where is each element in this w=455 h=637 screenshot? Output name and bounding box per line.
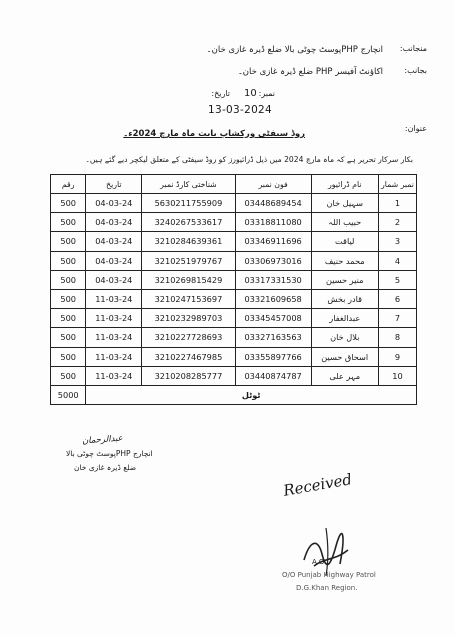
cell-name: عبدالغفار [311, 309, 378, 328]
total-amount: 5000 [51, 385, 86, 404]
cell-sr: 1 [378, 194, 416, 213]
cell-amount: 500 [51, 328, 86, 347]
table-row [51, 270, 417, 289]
cell-sr: 10 [378, 366, 416, 385]
header-sr: نمبر شمار [378, 175, 416, 194]
body-text: بکار سرکار تحریر ہے کہ ماہ مارچ 2024 میں ذیل ڈرائیورز کو روڈ سیفٹی کے متعلق لیکچر دیے گئے ہیں۔ [85, 155, 413, 164]
cell-phone: 03321609658 [235, 289, 311, 308]
table-row [51, 347, 417, 366]
cell-name: بلال خان [311, 328, 378, 347]
table-header-row [51, 175, 417, 194]
date-label: تاریخ: [211, 89, 230, 98]
stamp-line2: O/O Punjab Highway Patrol [282, 571, 376, 579]
cell-cnic: 3210227467985 [142, 347, 236, 366]
stamp-line1: A.O [312, 558, 325, 566]
cell-sr: 6 [378, 289, 416, 308]
cell-date: 04-03-24 [86, 270, 142, 289]
table-row [51, 328, 417, 347]
cell-cnic: 3210247153697 [142, 289, 236, 308]
drivers-table [50, 174, 417, 405]
table-row [51, 366, 417, 385]
cell-date: 11-03-24 [86, 289, 142, 308]
cell-date: 04-03-24 [86, 232, 142, 251]
cell-date: 04-03-24 [86, 213, 142, 232]
table-row [51, 251, 417, 270]
to-text: اکاؤنٹ آفیسر PHP ضلع ڈیرہ غازی خان۔ [237, 67, 383, 77]
cell-amount: 500 [51, 366, 86, 385]
number-label: نمبر: [258, 89, 275, 98]
cell-date: 11-03-24 [86, 347, 142, 366]
header-cnic: شناختی کارڈ نمبر [142, 175, 236, 194]
cell-cnic: 5630211755909 [142, 194, 236, 213]
cell-amount: 500 [51, 270, 86, 289]
cell-cnic: 3210227728693 [142, 328, 236, 347]
header-name: نام ڈرائیور [311, 175, 378, 194]
left-sign-line1: انچارج PHPپوسٹ چوٹی بالا [66, 449, 153, 458]
cell-date: 04-03-24 [86, 194, 142, 213]
cell-amount: 500 [51, 347, 86, 366]
cell-phone: 03345457008 [235, 309, 311, 328]
to-label: بجانب: [404, 66, 427, 75]
cell-name: مہر علی [311, 366, 378, 385]
subject-label: عنوان: [404, 124, 427, 133]
cell-amount: 500 [51, 309, 86, 328]
cell-name: حبیب اللہ [311, 213, 378, 232]
cell-phone: 03327163563 [235, 328, 311, 347]
cell-sr: 3 [378, 232, 416, 251]
cell-cnic: 3210269815429 [142, 270, 236, 289]
left-signature: عبدالرحمان [81, 433, 124, 447]
subject-text: روڈ سیفٹی ورکشاپ بابت ماہ مارچ 2024ء۔ [123, 129, 305, 139]
cell-sr: 2 [378, 213, 416, 232]
cell-date: 04-03-24 [86, 251, 142, 270]
cell-sr: 7 [378, 309, 416, 328]
cell-phone: 03440874787 [235, 366, 311, 385]
header-phone: فون نمبر [235, 175, 311, 194]
header-date: تاریخ [86, 175, 142, 194]
cell-sr: 4 [378, 251, 416, 270]
total-label: ٹوٹل [86, 385, 417, 404]
cell-date: 11-03-24 [86, 328, 142, 347]
cell-phone: 03355897766 [235, 347, 311, 366]
cell-cnic: 3210232989703 [142, 309, 236, 328]
table-row [51, 309, 417, 328]
number-value: 10 [244, 88, 257, 99]
cell-name: محمد حنیف [311, 251, 378, 270]
cell-name: اسحاق حسین [311, 347, 378, 366]
cell-name: سہیل خان [311, 194, 378, 213]
cell-name: قادر بخش [311, 289, 378, 308]
cell-date: 11-03-24 [86, 309, 142, 328]
table-row [51, 232, 417, 251]
from-label: منجانب: [399, 44, 427, 53]
table-row [51, 289, 417, 308]
cell-amount: 500 [51, 289, 86, 308]
cell-sr: 5 [378, 270, 416, 289]
cell-name: منیر حسین [311, 270, 378, 289]
total-row [51, 385, 417, 404]
cell-amount: 500 [51, 194, 86, 213]
cell-cnic: 3240267533617 [142, 213, 236, 232]
cell-sr: 8 [378, 328, 416, 347]
cell-cnic: 3210284639361 [142, 232, 236, 251]
cell-name: لیاقت [311, 232, 378, 251]
cell-date: 11-03-24 [86, 366, 142, 385]
cell-phone: 03306973016 [235, 251, 311, 270]
cell-phone: 03318811080 [235, 213, 311, 232]
date-value: 13-03-2024 [208, 104, 273, 116]
cell-phone: 03448689454 [235, 194, 311, 213]
stamp-line3: D.G.Khan Region. [296, 584, 358, 592]
cell-amount: 500 [51, 232, 86, 251]
table-row [51, 194, 417, 213]
cell-amount: 500 [51, 213, 86, 232]
cell-phone: 03346911696 [235, 232, 311, 251]
left-sign-line2: ضلع ڈیرہ غازی خان [74, 463, 137, 472]
received-note: Received [281, 470, 354, 500]
cell-amount: 500 [51, 251, 86, 270]
cell-sr: 9 [378, 347, 416, 366]
header-amount: رقم [51, 175, 86, 194]
table-row [51, 213, 417, 232]
cell-cnic: 3210251979767 [142, 251, 236, 270]
cell-phone: 03317331530 [235, 270, 311, 289]
from-text: انچارج PHPپوسٹ چوٹی بالا ضلع ڈیرہ غازی خان۔ [206, 45, 383, 55]
cell-cnic: 3210208285777 [142, 366, 236, 385]
